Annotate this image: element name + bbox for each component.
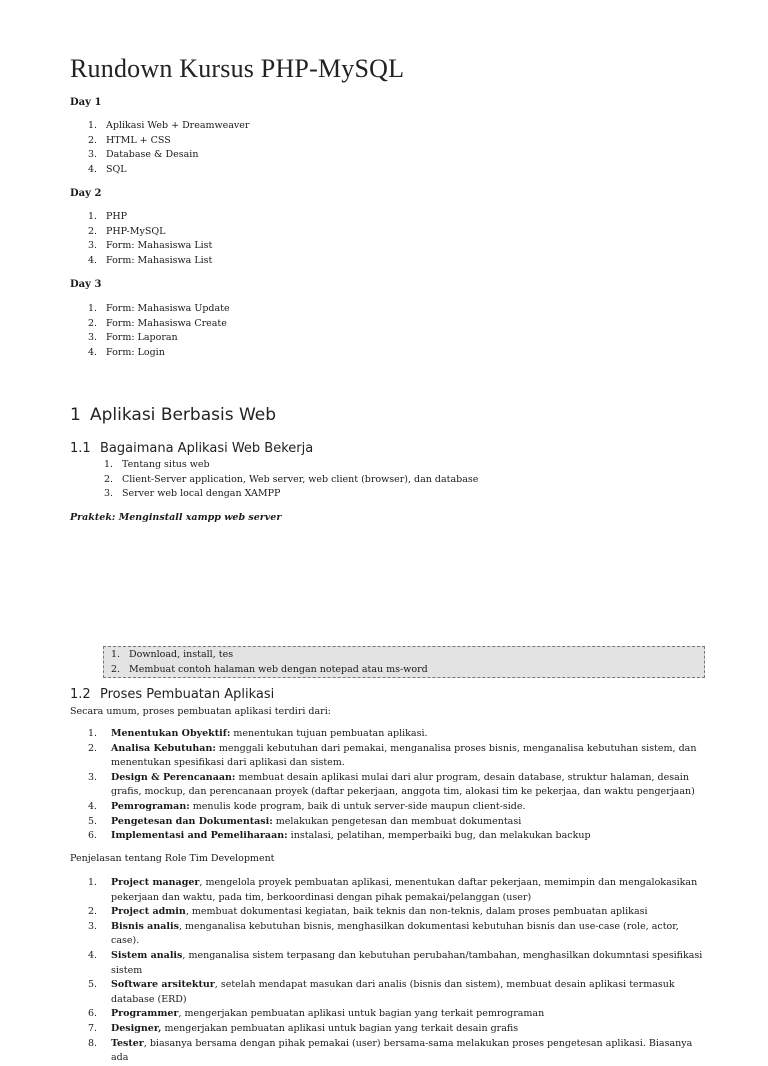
day-1-label: Day 1 xyxy=(70,97,102,108)
list-item: 1. Form: Mahasiswa Update xyxy=(88,303,230,314)
roles-intro: Penjelasan tentang Role Tim Development xyxy=(70,853,275,864)
section-1-2-intro: Secara umum, proses pembuatan aplikasi terdiri dari: xyxy=(70,706,331,717)
section-1-1-list xyxy=(104,458,478,502)
list-item: 1. Project manager, mengelola proyek pembuatan aplikasi, menentukan daftar pekerjaan, memimpin dan mengalokasikan pekerjaan dan waktu, pada tim, berkoordinasi dengan pihak pemakai/pelanggan (user) xyxy=(88,877,698,903)
list-item: 4. Sistem analis, menganalisa sistem terpasang dan kebutuhan perubahan/tambahan, menghasilkan dokumntasi spesifikasi sistem xyxy=(88,949,703,976)
list-item: 1. Aplikasi Web + Dreamweaver xyxy=(88,120,250,131)
day-3-list xyxy=(88,302,230,360)
list-item: 2. Membuat contoh halaman web dengan notepad atau ms-word xyxy=(111,663,428,675)
list-item: 3. Form: Mahasiswa List xyxy=(88,240,213,251)
day-2-list xyxy=(88,210,212,268)
praktek-label: Praktek: Menginstall xampp web server xyxy=(70,512,282,523)
list-item: 8. Tester, biasanya bersama dengan pihak pemakai (user) bersama-sama melakukan proses pengetesan aplikasi. Biasanya ada xyxy=(88,1037,693,1064)
list-item: 3. Server web local dengan XAMPP xyxy=(104,488,281,499)
list-item: 4. Pemrograman: menulis kode program, baik di untuk server-side maupun client-side. xyxy=(88,800,526,812)
list-item: 2. HTML + CSS xyxy=(88,134,171,146)
list-item: 5. Software arsitektur, setelah mendapat masukan dari analis (bisnis dan sistem), membuat desain aplikasi termasuk database (ERD) xyxy=(88,979,675,1005)
section-1-2-heading: 1.2 Proses Pembuatan Aplikasi xyxy=(70,687,275,702)
list-item: 4. Form: Login xyxy=(88,346,165,358)
day-2-label: Day 2 xyxy=(70,188,102,199)
list-item: 2. PHP-MySQL xyxy=(88,225,166,237)
list-item: 4. Form: Mahasiswa List xyxy=(88,254,213,266)
list-item: 1. Tentang situs web xyxy=(104,459,210,470)
list-item: 4. SQL xyxy=(88,163,127,175)
list-item: 3. Database & Desain xyxy=(88,149,199,160)
list-item: 2. Analisa Kebutuhan: menggali kebutuhan dari pemakai, menganalisa proses bisnis, menganalisa kebutuhan sistem, dan menentukan spesifikasi dari aplikasi dan sistem. xyxy=(88,742,697,769)
document-title: Rundown Kursus PHP-MySQL xyxy=(70,54,405,83)
day-3-label: Day 3 xyxy=(70,279,102,290)
list-item: 5. Pengetesan dan Dokumentasi: melakukan pengetesan dan membuat dokumentasi xyxy=(88,815,522,827)
list-item: 3. Design & Perencanaan: membuat desain aplikasi mulai dari alur program, desain database, struktur halaman, desain grafis, mockup, dan perencanaan proyek (daftar pekerjaan, anggota tim, alokasi tim ke pekerjaa, dan waktu pengerjaan) xyxy=(88,771,695,798)
list-item: 1. Menentukan Obyektif: menentukan tujuan pembuatan aplikasi. xyxy=(88,728,428,739)
list-item: 7. Designer, mengerjakan pembuatan aplikasi untuk bagian yang terkait desain grafis xyxy=(88,1022,519,1034)
list-item: 2. Form: Mahasiswa Create xyxy=(88,317,227,329)
list-item: 1. Download, install, tes xyxy=(111,649,234,660)
list-item: 1. PHP xyxy=(88,211,128,222)
section-1-1-heading: 1.1 Bagaimana Aplikasi Web Bekerja xyxy=(70,441,314,456)
process-steps-list xyxy=(88,727,708,844)
list-item: 6. Programmer, mengerjakan pembuatan aplikasi untuk bagian yang terkait pemrograman xyxy=(88,1008,545,1020)
list-item: 2. Project admin, membuat dokumentasi kegiatan, baik teknis dan non-teknis, dalam proses pembuatan aplikasi xyxy=(88,906,648,918)
section-1-heading: 1 Aplikasi Berbasis Web xyxy=(70,405,277,425)
roles-list xyxy=(88,876,708,1066)
praktek-box-list xyxy=(111,648,428,677)
list-item: 2. Client-Server application, Web server, web client (browser), dan database xyxy=(104,473,479,485)
list-item: 3. Bisnis analis, menganalisa kebutuhan bisnis, menghasilkan dokumentasi kebutuhan bisnis dan use-case (role, actor, case). xyxy=(88,920,679,947)
praktek-box xyxy=(103,646,705,678)
day-1-list xyxy=(88,119,249,177)
list-item: 6. Implementasi and Pemeliharaan: instalasi, pelatihan, memperbaiki bug, dan melakukan backup xyxy=(88,830,591,842)
list-item: 3. Form: Laporan xyxy=(88,332,178,343)
